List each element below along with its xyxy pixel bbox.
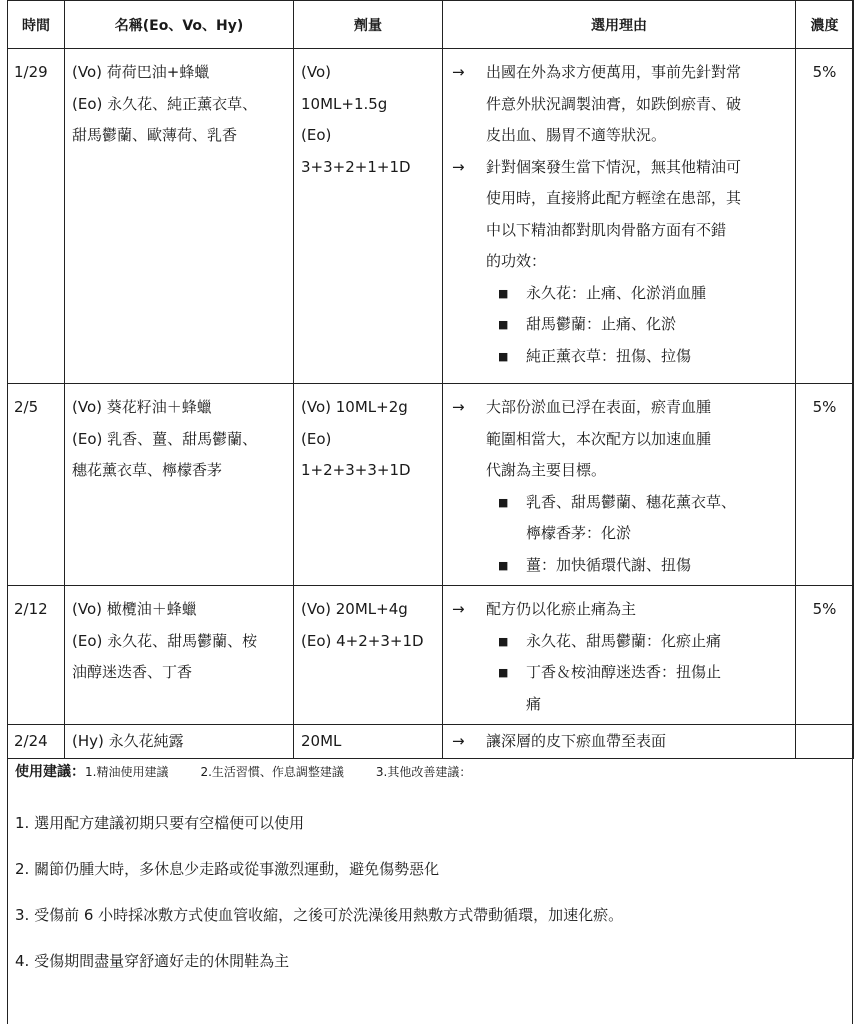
- dose-line: 20ML: [301, 732, 342, 750]
- name-cell: [65, 384, 294, 586]
- advice-item: 2. 關節仍腫大時，多休息少走路或從事激烈運動，避免傷勢惡化: [15, 860, 440, 878]
- name-line: (Hy) 永久花純露: [72, 732, 184, 750]
- reason-line: 代謝為主要目標。: [486, 461, 607, 479]
- bullet-item: [450, 626, 788, 658]
- bullet-text: [526, 487, 788, 550]
- advice-option: 1.精油使用建議: [85, 765, 169, 779]
- name-line: (Eo) 永久花、純正薰衣草、: [72, 94, 258, 113]
- reason-text: [486, 152, 788, 278]
- header-dose: 劑量: [294, 1, 443, 49]
- reason-line: 針對個案發生當下情況，無其他精油可: [486, 157, 742, 176]
- dose-line: 3+3+2+1+1D: [301, 157, 411, 176]
- header-name: 名稱(Eo、Vo、Hy): [65, 1, 294, 49]
- name-line: 油醇迷迭香、丁香: [72, 663, 193, 681]
- arrow-right-icon: →: [452, 63, 465, 81]
- name-line: 穗花薰衣草、檸檬香茅: [72, 461, 223, 479]
- bullet-line: 薑：加快循環代謝、扭傷: [526, 555, 692, 574]
- bullet-line: 丁香＆桉油醇迷迭香：扭傷止: [526, 663, 722, 681]
- table-header-row: [8, 1, 854, 49]
- header-reason: 選用理由: [443, 1, 796, 49]
- reason-cell: [443, 49, 796, 384]
- reason-item: [450, 594, 788, 720]
- arrow-right-icon: →: [452, 732, 465, 750]
- bullet-item: [450, 309, 788, 341]
- formula-table: [7, 0, 854, 759]
- advice-title: 使用建議：: [15, 764, 85, 780]
- time-value: 1/29: [14, 63, 48, 81]
- arrow-right-icon: →: [452, 398, 465, 416]
- bullet-line: 檸檬香茅：化淤: [526, 524, 632, 542]
- name-cell: [65, 586, 294, 725]
- table-row: [8, 586, 854, 725]
- concentration-value: 5%: [812, 398, 837, 416]
- bullet-item: [450, 550, 788, 582]
- reason-line: 大部份淤血已浮在表面，瘀青血腫: [486, 398, 712, 416]
- table-row: [8, 384, 854, 586]
- time-value: 2/12: [14, 600, 48, 618]
- advice-option: 3.其他改善建議：: [375, 765, 472, 779]
- dose-cell: [294, 49, 443, 384]
- bullet-text: [526, 341, 788, 373]
- concentration-value: 5%: [812, 63, 837, 81]
- square-bullet-icon: ■: [498, 349, 509, 363]
- square-bullet-icon: ■: [498, 495, 509, 509]
- reason-cell: [443, 586, 796, 725]
- reason-line: 件意外狀況調製油膏，如跌倒瘀青、破: [486, 94, 742, 113]
- reason-line: 中以下精油都對肌肉骨骼方面有不錯: [486, 220, 727, 239]
- dose-cell: [294, 384, 443, 586]
- dose-cell: [294, 586, 443, 725]
- reason-line: 的功效：: [486, 252, 547, 270]
- bullet-text: [526, 309, 788, 341]
- arrow-right-icon: →: [452, 157, 465, 176]
- time-value: 2/5: [14, 398, 39, 416]
- dose-line: 10ML+1.5g: [301, 94, 388, 113]
- reason-line: 皮出血、腸胃不適等狀況。: [486, 126, 667, 144]
- table-row: [8, 49, 854, 384]
- bullet-text: [526, 657, 788, 720]
- dose-line: 1+2+3+3+1D: [301, 461, 411, 479]
- square-bullet-icon: ■: [498, 666, 509, 679]
- name-line: (Vo) 橄欖油＋蜂蠟: [72, 600, 197, 618]
- dose-line: (Vo) 20ML+4g: [301, 600, 408, 618]
- reason-text: [486, 594, 788, 626]
- time-cell: [8, 586, 65, 725]
- reason-line: 使用時，直接將此配方輕塗在患部，其: [486, 189, 742, 207]
- reason-line: 讓深層的皮下瘀血帶至表面: [486, 732, 667, 750]
- dose-line: (Eo): [301, 429, 332, 448]
- concentration-cell: [796, 586, 854, 725]
- header-time: 時間: [8, 1, 65, 49]
- name-line: (Eo) 乳香、薑、甜馬鬱蘭、: [72, 429, 258, 448]
- advice-item: 3. 受傷前 6 小時採冰敷方式使血管收縮，之後可於洗澡後用熱敷方式帶動循環，加速化瘀。: [15, 906, 624, 924]
- advice-heading: [15, 744, 854, 800]
- bullet-item: [450, 341, 788, 373]
- bullet-line: 永久花：止痛、化淤消血腫: [526, 283, 707, 302]
- bullet-text: [526, 550, 788, 582]
- square-bullet-icon: ■: [498, 286, 509, 300]
- dose-line: (Vo): [301, 63, 331, 81]
- bullet-line: 乳香、甜馬鬱蘭、穗花薰衣草、: [526, 492, 737, 511]
- bullet-item: [450, 278, 788, 310]
- square-bullet-icon: ■: [498, 318, 509, 331]
- reason-item: [450, 152, 788, 373]
- dose-line: (Vo) 10ML+2g: [301, 398, 408, 416]
- reason-cell: [443, 384, 796, 586]
- usage-advice: [8, 744, 854, 984]
- bullet-text: [526, 626, 788, 658]
- reason-text: [486, 57, 788, 152]
- bullet-line: 甜馬鬱蘭：止痛、化淤: [526, 315, 677, 333]
- name-line: 甜馬鬱蘭、歐薄荷、乳香: [72, 126, 238, 144]
- name-cell: [65, 49, 294, 384]
- time-cell: [8, 384, 65, 586]
- bullet-line: 永久花、甜馬鬱蘭：化瘀止痛: [526, 631, 722, 650]
- name-line: (Eo) 永久花、甜馬鬱蘭、桉: [72, 631, 258, 650]
- dose-line: (Eo): [301, 126, 332, 144]
- time-value: 2/24: [14, 732, 48, 750]
- advice-item: 4. 受傷期間盡量穿舒適好走的休閒鞋為主: [15, 952, 290, 970]
- reason-text: [486, 392, 788, 487]
- concentration-cell: [796, 384, 854, 586]
- advice-option: 2.生活習慣、作息調整建議: [200, 765, 344, 779]
- concentration-value: 5%: [812, 600, 837, 618]
- bullet-item: [450, 657, 788, 720]
- reason-line: 範圍相當大，本次配方以加速血腫: [486, 429, 712, 448]
- bullet-text: [526, 278, 788, 310]
- reason-line: 出國在外為求方便萬用，事前先針對常: [486, 63, 742, 81]
- advice-item: 1. 選用配方建議初期只要有空檔便可以使用: [15, 814, 305, 832]
- reason-line: 配方仍以化瘀止痛為主: [486, 600, 637, 618]
- name-line: (Vo) 葵花籽油＋蜂蠟: [72, 398, 212, 416]
- bullet-line: 純正薰衣草：扭傷、拉傷: [526, 346, 692, 365]
- time-cell: [8, 49, 65, 384]
- bullet-line: 痛: [526, 694, 542, 713]
- document-page: [7, 0, 853, 1024]
- arrow-right-icon: →: [452, 600, 465, 618]
- reason-item: [450, 392, 788, 581]
- name-line: (Vo) 荷荷巴油+蜂蠟: [72, 63, 210, 81]
- concentration-cell: [796, 49, 854, 384]
- square-bullet-icon: ■: [498, 634, 509, 648]
- square-bullet-icon: ■: [498, 558, 509, 572]
- header-concentration: 濃度: [796, 1, 854, 49]
- reason-item: [450, 57, 788, 152]
- dose-line: (Eo) 4+2+3+1D: [301, 631, 424, 650]
- bullet-item: [450, 487, 788, 550]
